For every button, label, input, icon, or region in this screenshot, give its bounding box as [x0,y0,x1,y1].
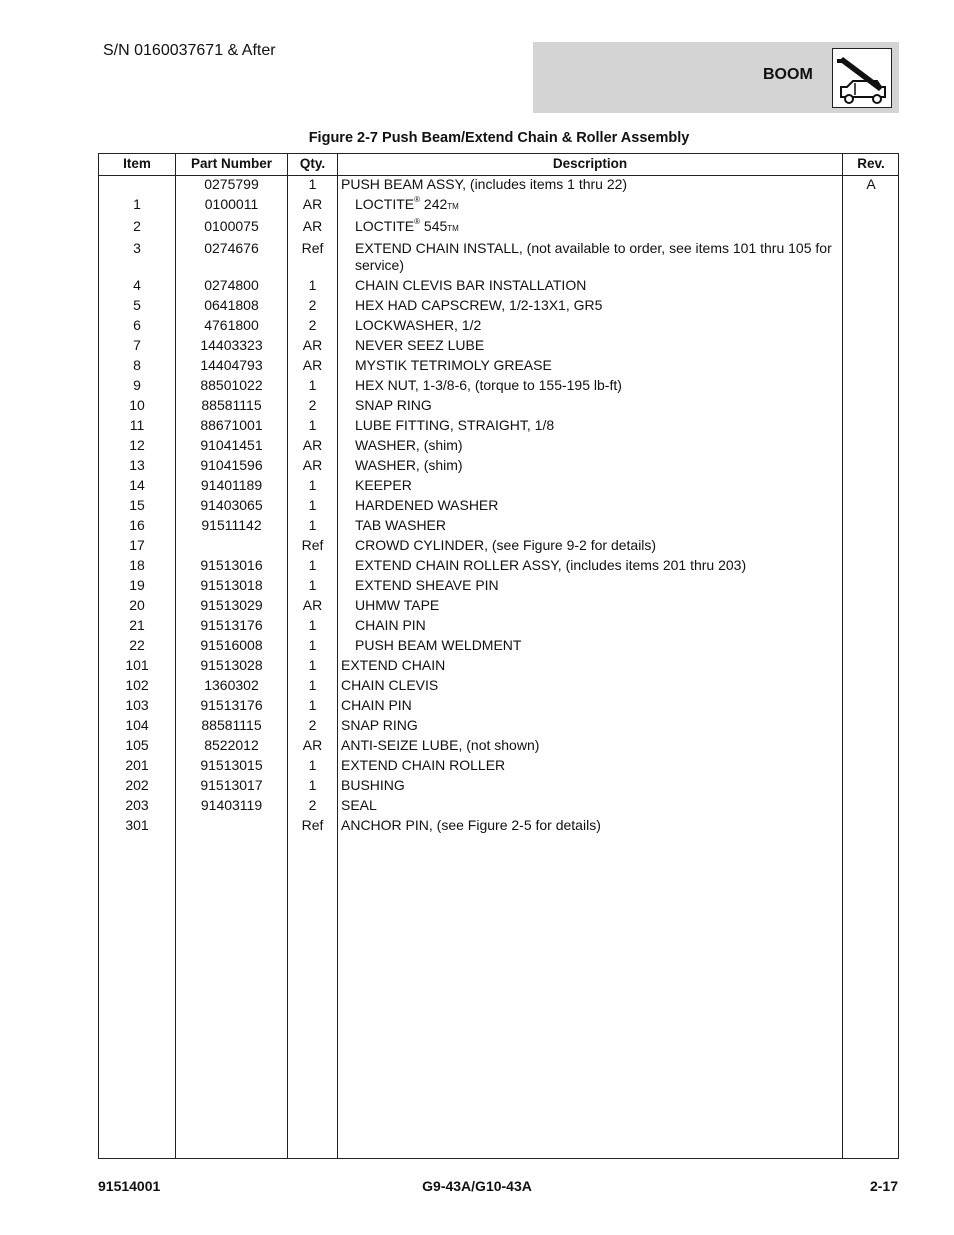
item-number: 13 [129,457,145,473]
item-number: 19 [129,577,145,593]
part-number: 91513028 [200,657,263,673]
item-number: 22 [129,637,145,653]
quantity: 1 [308,777,317,793]
table-row [99,676,898,696]
table-row [99,516,898,536]
item-number: 202 [125,777,149,793]
table-body [99,175,898,836]
description: WASHER, (shim) [355,437,463,453]
table-row [99,776,898,796]
quantity: 2 [308,797,317,813]
part-number: 91041596 [200,457,263,473]
description: HEX NUT, 1-3/8-6, (torque to 155-195 lb-ft) [355,377,622,393]
part-number: 91513017 [200,777,263,793]
table-row [99,616,898,636]
quantity: AR [302,597,323,613]
description: CHAIN PIN [341,697,412,713]
part-number: 91041451 [200,437,263,453]
item-number: 11 [129,417,145,433]
column-header-rev: Rev. [857,156,885,171]
quantity: 1 [308,757,317,773]
quantity: 1 [308,497,317,513]
quantity: 2 [308,317,317,333]
item-number: 5 [133,297,141,313]
item-number: 14 [129,477,145,493]
part-number: 1360302 [204,677,259,693]
item-number: 12 [129,437,145,453]
description: EXTEND CHAIN [341,657,446,673]
table-row [99,736,898,756]
item-number: 201 [125,757,149,773]
part-number: 8522012 [204,737,259,753]
section-title: BOOM [763,66,813,83]
description: PUSH BEAM WELDMENT [355,637,522,653]
item-number: 21 [129,617,145,633]
part-number: 91403065 [200,497,263,513]
quantity: 1 [308,577,317,593]
quantity: AR [302,457,323,473]
description: EXTEND CHAIN ROLLER ASSY, (includes items 201 thru 203) [355,557,747,573]
quantity: 1 [308,477,317,493]
boom-truck-icon [832,48,892,108]
description: CROWD CYLINDER, (see Figure 9-2 for details) [355,537,657,553]
column-header-description: Description [552,156,628,171]
table-row [99,576,898,596]
description: UHMW TAPE [355,597,440,613]
description: EXTEND CHAIN INSTALL, (not available to order, see items 101 thru 105 for service) [355,240,832,273]
item-number: 1 [133,196,141,212]
quantity: 1 [308,697,317,713]
description: PUSH BEAM ASSY, (includes items 1 thru 22) [341,176,628,192]
table-row [99,296,898,316]
table-row [99,376,898,396]
table-row [99,217,898,239]
table-row [99,496,898,516]
part-number: 0274676 [204,240,259,256]
quantity: Ref [301,537,324,553]
quantity: 2 [308,297,317,313]
table-row [99,476,898,496]
section-tab [533,42,899,113]
part-number: 88581115 [201,717,262,733]
part-number: 14403323 [200,337,263,353]
table-row [99,796,898,816]
description: TAB WASHER [355,517,447,533]
part-number: 0641808 [204,297,259,313]
quantity: 1 [308,677,317,693]
description: HARDENED WASHER [355,497,499,513]
quantity: 1 [308,377,317,393]
description: LOCKWASHER, 1/2 [355,317,482,333]
table-row [99,536,898,556]
table-row [99,816,898,836]
table-row [99,636,898,656]
description: LUBE FITTING, STRAIGHT, 1/8 [355,417,555,433]
item-number: 301 [125,817,149,833]
part-number: 0100011 [204,196,259,212]
item-number: 18 [129,557,145,573]
item-number: 10 [129,397,145,413]
quantity: AR [302,218,323,234]
item-number: 105 [125,737,149,753]
part-number: 0100075 [204,218,259,234]
item-number: 203 [125,797,149,813]
table-row [99,416,898,436]
table-row [99,556,898,576]
table-row [99,596,898,616]
table-row [99,336,898,356]
figure-title: Figure 2-7 Push Beam/Extend Chain & Roller Assembly [308,130,690,146]
quantity: AR [302,357,323,373]
footer-model: G9-43A/G10-43A [422,1178,532,1194]
part-number: 91513016 [200,557,263,573]
table-row [99,195,898,217]
part-number: 91403119 [200,797,263,813]
quantity: AR [302,196,323,212]
revision: A [866,176,876,192]
item-number: 103 [125,697,149,713]
description: LOCTITE® 545TM [355,217,459,234]
item-number: 9 [133,377,141,393]
item-number: 8 [133,357,141,373]
column-header-qty: Qty. [299,156,326,171]
table-row [99,436,898,456]
table-row [99,276,898,296]
quantity: 1 [308,557,317,573]
table-row [99,716,898,736]
part-number: 91511142 [201,517,262,533]
quantity: 1 [308,517,317,533]
part-number: 91516008 [200,637,263,653]
table-row [99,239,898,276]
description: NEVER SEEZ LUBE [355,337,485,353]
table-row [99,175,898,195]
table-row [99,396,898,416]
item-number: 17 [129,537,145,553]
description: BUSHING [341,777,405,793]
part-number: 14404793 [200,357,263,373]
item-number: 7 [133,337,141,353]
table-row [99,316,898,336]
quantity: 1 [308,657,317,673]
quantity: Ref [301,240,324,256]
description: EXTEND SHEAVE PIN [355,577,499,593]
footer-page-number: 2-17 [869,1178,898,1194]
part-number: 91513029 [200,597,263,613]
quantity: AR [302,437,323,453]
description: CHAIN CLEVIS [341,677,439,693]
quantity: 2 [308,717,317,733]
part-number: 91513018 [200,577,263,593]
description: SEAL [341,797,377,813]
part-number: 91401189 [200,477,263,493]
item-number: 101 [125,657,149,673]
part-number: 91513176 [200,617,263,633]
footer-part-number: 91514001 [98,1178,161,1194]
part-number: 88671001 [200,417,263,433]
description: ANTI-SEIZE LUBE, (not shown) [341,737,540,753]
description: CHAIN CLEVIS BAR INSTALLATION [355,277,587,293]
serial-number-range: S/N 0160037671 & After [103,42,276,59]
quantity: Ref [301,817,324,833]
quantity: 1 [308,637,317,653]
item-number: 16 [129,517,145,533]
part-number: 91513015 [200,757,263,773]
quantity: AR [302,737,323,753]
table-row [99,456,898,476]
item-number: 104 [125,717,149,733]
description: CHAIN PIN [355,617,426,633]
description: EXTEND CHAIN ROLLER [341,757,506,773]
part-number: 4761800 [204,317,259,333]
part-number: 88501022 [200,377,263,393]
description: ANCHOR PIN, (see Figure 2-5 for details) [341,817,601,833]
description: LOCTITE® 242TM [355,195,459,212]
description: HEX HAD CAPSCREW, 1/2-13X1, GR5 [355,297,603,313]
part-number: 88581115 [201,397,262,413]
description: SNAP RING [341,717,418,733]
table-row [99,696,898,716]
description: KEEPER [355,477,412,493]
item-number: 15 [129,497,145,513]
part-number: 91513176 [200,697,263,713]
quantity: 2 [308,397,317,413]
column-header-item: Item [123,156,151,171]
description: MYSTIK TETRIMOLY GREASE [355,357,552,373]
table-row [99,356,898,376]
part-number: 0274800 [204,277,259,293]
quantity: 1 [308,176,317,192]
item-number: 6 [133,317,141,333]
item-number: 2 [133,218,141,234]
item-number: 20 [129,597,145,613]
part-number: 0275799 [204,176,259,192]
quantity: 1 [308,277,317,293]
table-row [99,756,898,776]
table-row [99,656,898,676]
quantity: 1 [308,417,317,433]
item-number: 3 [133,240,141,256]
description: WASHER, (shim) [355,457,463,473]
quantity: 1 [308,617,317,633]
quantity: AR [302,337,323,353]
description: SNAP RING [355,397,432,413]
item-number: 4 [133,277,141,293]
item-number: 102 [125,677,149,693]
column-header-part-number: Part Number [190,156,273,171]
parts-table [98,153,899,1159]
